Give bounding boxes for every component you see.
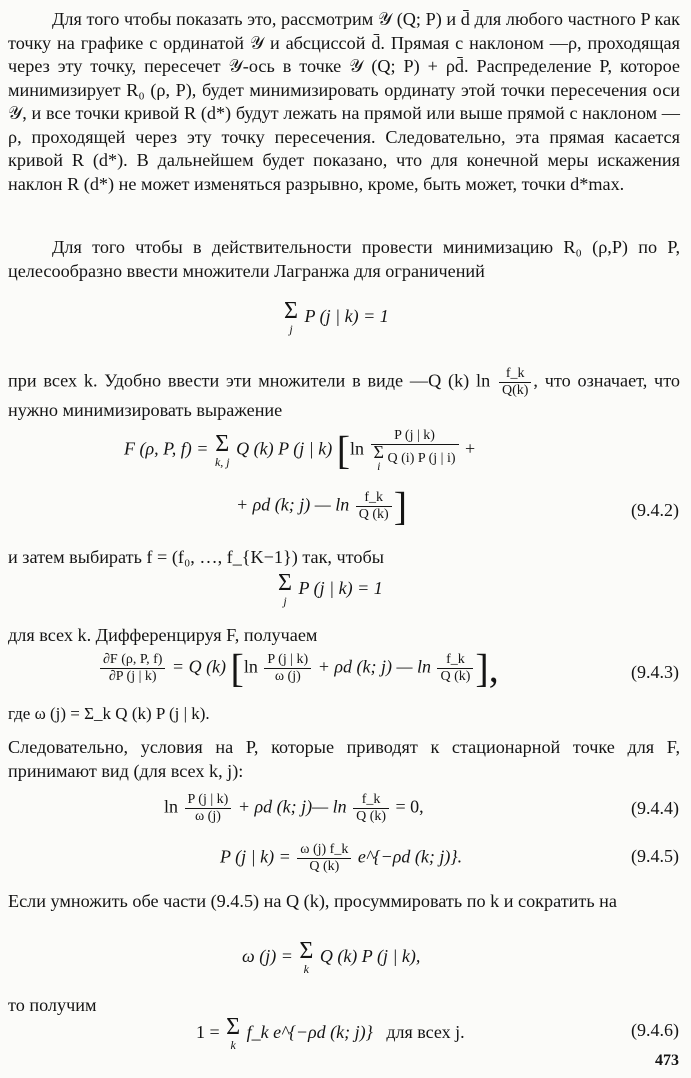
fraction-lagrange: $\frac{f\_k}{Q(k)}$: [499, 366, 531, 399]
sum-symbol: Σ k, j: [214, 430, 230, 469]
sum-symbol: Σ j: [284, 298, 298, 336]
equation-omega: ω (j) = Σ k Q (k) P (j | k),: [242, 938, 421, 976]
paragraph-multipliers: при всех k. Удобно ввести эти множители в виде —Q (k) ln $\frac{f\_k}{Q(k)}$ , что означает, что нужно минимизировать выражение: [8, 366, 681, 420]
equation-number-9-4-6: (9.4.6): [631, 1020, 679, 1040]
sum-symbol: Σ k: [226, 1014, 241, 1052]
fraction-f-Q: $\frac{f\_k}{Q (k)}$: [437, 652, 473, 685]
equation-F-line2: + ρd (k; j) — ln $\frac{f\_k}{Q (k)}$ ]: [236, 483, 408, 529]
equation-number-9-4-4: (9.4.4): [631, 798, 679, 818]
equation-derivative: $\frac{\partial F (\rho, P, f)}{\partial P (j | k)}$ = Q (k) [ln $\frac{P (j | k)}{\omega (j)}$ + ρd (k; j) — ln $\frac{f\_k}{Q (k)}$ ],: [98, 652, 499, 685]
equation-number-9-4-3: (9.4.3): [631, 662, 679, 682]
fraction-P-omega: $\frac{P (j | k)}{\omega (j)}$: [264, 652, 311, 685]
paragraph-choose-f: и затем выбирать f = (f₀, …, f_{K−1}) так, чтобы: [8, 547, 384, 567]
fraction-F: P (j | k) Σ i Q (i) P (j | i): [371, 428, 459, 473]
equation-F-line1: F (ρ, P, f) = Σ k, j Q (k) P (j | k) [ln P (j | k) Σ i Q (i) P (j | i) +: [124, 427, 476, 473]
page-number: 473: [655, 1052, 679, 1069]
equation-9-4-6: 1 = Σ k f_k e^{−ρd (k; j)} для всех j.: [196, 1014, 465, 1052]
paragraph-omega-def: где ω (j) = Σ_k Q (k) P (j | k).: [8, 704, 210, 723]
paragraph-obtain: то получим: [8, 995, 97, 1015]
equation-constraint: Σ j P (j | k) = 1: [284, 298, 389, 336]
fraction-omega-f: $\frac{\omega (j) f\_k}{Q (k)}$: [297, 842, 351, 875]
equation-constraint-2: Σ j P (j | k) = 1: [278, 570, 383, 608]
fraction-F2: $\frac{f\_k}{Q (k)}$: [356, 490, 392, 523]
sum-symbol: Σ k: [299, 938, 314, 976]
equation-9-4-4: ln $\frac{P (j | k)}{\omega (j)}$ + ρd (k; j)— ln $\frac{f\_k}{Q (k)}$ = 0,: [164, 792, 424, 824]
fraction-P-omega-2: $\frac{P (j | k)}{\omega (j)}$: [185, 792, 232, 825]
paragraph-conditions: Следовательно, условия на P, которые приводят к стационарной точке для F, принимают вид (для всех k, j):: [8, 737, 680, 781]
paragraph-multiply: Если умножить обе части (9.4.5) на Q (k), просуммировать по k и сократить на: [8, 891, 617, 911]
sum-symbol: Σ j: [278, 570, 292, 608]
equation-number-9-4-5: (9.4.5): [631, 846, 679, 866]
equation-9-4-5: P (j | k) = $\frac{\omega (j) f\_k}{Q (k)}$ e^{−ρd (k; j)}.: [220, 842, 463, 874]
equation-number-9-4-2: (9.4.2): [631, 500, 679, 520]
paragraph-lagrange: Для того чтобы в действительности провести минимизацию R₀ (ρ,P) по P, целесообразно ввести множители Лагранжа для ограничений: [8, 237, 680, 281]
paragraph-differentiate: для всех k. Дифференцируя F, получаем: [8, 625, 318, 645]
fraction-f-Q-2: $\frac{f\_k}{Q (k)}$: [353, 792, 389, 825]
paragraph-intro: Для того чтобы показать это, рассмотрим 𝒴 (Q; P) и d̄ для любого частного P как точку на графике с ординатой 𝒴 и абсциссой d̄. Прямая с наклоном —ρ, проходящая через эту точку, пересечет 𝒴-ось в точке 𝒴 (Q; P) + ρd̄. Распределение P, которое минимизирует R₀ (ρ, P), будет минимизировать ординату этой точки пересечения оси 𝒴, и все точки кривой R (d*) будут лежать на прямой или выше прямой с наклоном —ρ, проходящей через эту точку пересечения. Следовательно, эта прямая касается кривой R (d*). В дальнейшем будет показано, что для конечной меры искажения наклон R (d*) не может изменяться разрывно, кроме, быть может, точки d*max.: [8, 9, 680, 194]
fraction-derivative: $\frac{\partial F (\rho, P, f)}{\partial P (j | k)}$: [100, 652, 165, 685]
